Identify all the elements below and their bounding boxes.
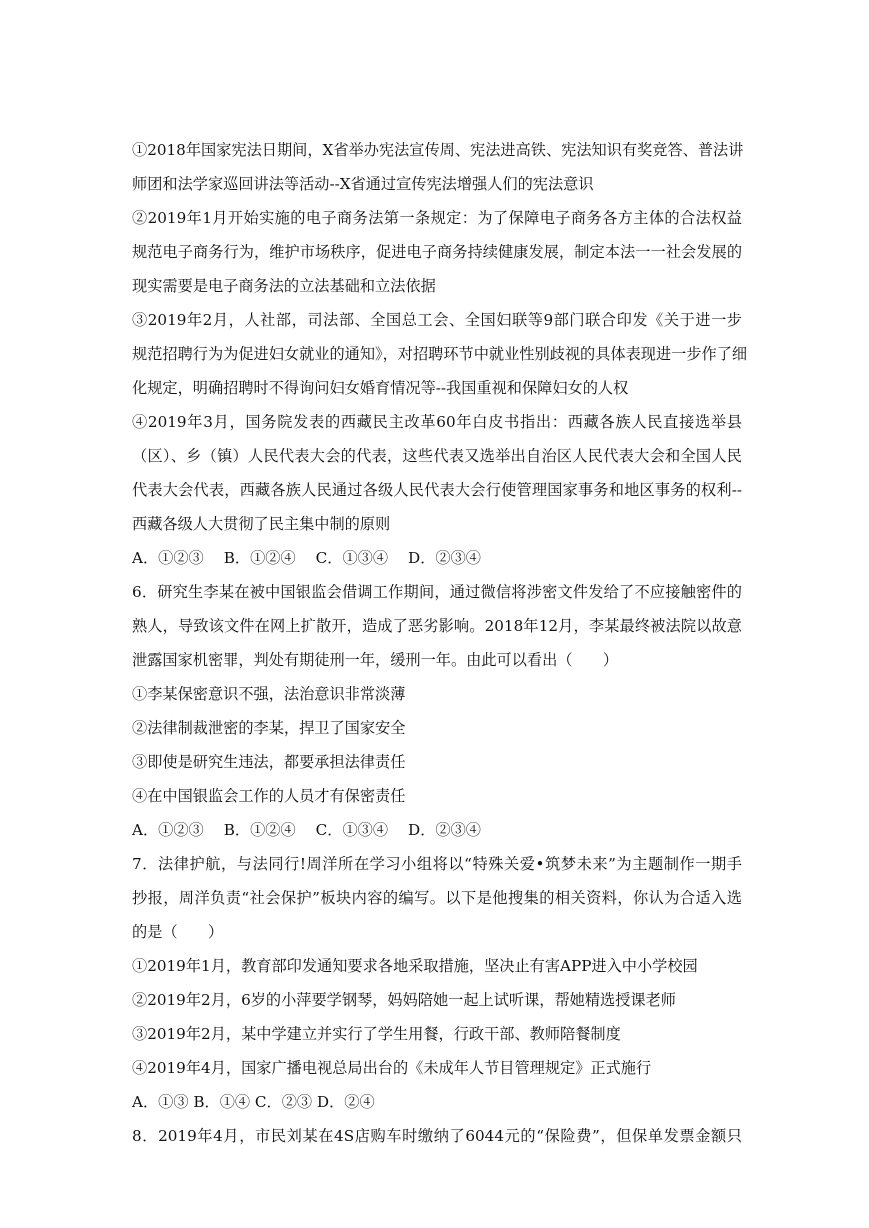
text-line: 师团和法学家巡回讲法等活动--X省通过宣传宪法增强人们的宪法意识 (132, 175, 594, 193)
text-line: ②2019年1月开始实施的电子商务法第一条规定：为了保障电子商务各方主体的合法权益 (132, 209, 742, 227)
text-line: 代表大会代表，西藏各族人民通过各级人民代表大会行使管理国家事务和地区事务的权利-- (132, 481, 742, 499)
question-7: 7．法律护航，与法同行!周洋所在学习小组将以“特殊关爱•筑梦未来”为主题制作一期手 (132, 855, 742, 873)
text-line: ④2019年3月，国务院发表的西藏民主改革60年白皮书指出：西藏各族人民直接选举县 (132, 413, 742, 431)
answer-options: A．①③ B．①④ C．②③ D．②④ (132, 1093, 375, 1111)
option-item: ③2019年2月，某中学建立并实行了学生用餐，行政干部、教师陪餐制度 (132, 1025, 621, 1043)
text-line: ③2019年2月，人社部，司法部、全国总工会、全国妇联等9部门联合印发《关于进一步 (132, 311, 742, 329)
answer-options: A．①②③ B．①②④ C．①③④ D．②③④ (132, 821, 481, 839)
text-line: 的是（ ） (132, 923, 224, 941)
text-line: 化规定，明确招聘时不得询问妇女婚育情况等--我国重视和保障妇女的人权 (132, 379, 629, 397)
text-line: 西藏各级人大贯彻了民主集中制的原则 (132, 515, 391, 533)
text-line: （区）、乡（镇）人民代表大会的代表，这些代表又选举出自治区人民代表大会和全国人民 (132, 447, 742, 465)
text-line: 规范招聘行为为促进妇女就业的通知》，对招聘环节中就业性别歧视的具体表现进一步作了细 (132, 345, 748, 363)
option-item: ①李某保密意识不强，法治意识非常淡薄 (132, 685, 406, 703)
option-item: ④2019年4月，国家广播电视总局出台的《未成年人节目管理规定》正式施行 (132, 1059, 652, 1077)
option-item: ①2019年1月，教育部印发通知要求各地采取措施，坚决止有害APP进入中小学校园 (132, 957, 698, 975)
question-6: 6．研究生李某在被中国银监会借调工作期间，通过微信将涉密文件发给了不应接触密件的 (132, 583, 742, 601)
text-line: 规范电子商务行为，维护市场秩序，促进电子商务持续健康发展，制定本法一一社会发展的 (132, 243, 742, 261)
option-item: ②2019年2月，6岁的小萍要学钢琴，妈妈陪她一起上试听课，帮她精选授课老师 (132, 991, 676, 1009)
option-item: ②法律制裁泄密的李某，捍卫了国家安全 (132, 719, 406, 737)
answer-options: A．①②③ B．①②④ C．①③④ D．②③④ (132, 549, 481, 567)
option-item: ③即使是研究生违法，都要承担法律责任 (132, 753, 406, 771)
option-item: ④在中国银监会工作的人员才有保密责任 (132, 787, 406, 805)
question-8: 8．2019年4月，市民刘某在4S店购车时缴纳了6044元的“保险费”，但保单发票金额只 (132, 1127, 742, 1145)
text-line: 熟人，导致该文件在网上扩散开，造成了恶劣影响。2018年12月，李某最终被法院以故意 (132, 617, 742, 635)
text-line: 现实需要是电子商务法的立法基础和立法依据 (132, 277, 436, 295)
text-line: ①2018年国家宪法日期间，X省举办宪法宣传周、宪法进高铁、宪法知识有奖竞答、普法讲 (132, 141, 744, 159)
text-line: 泄露国家机密罪，判处有期徒刑一年，缓刑一年。由此可以看出（ ） (132, 651, 618, 669)
text-line: 抄报，周洋负责“社会保护”板块内容的编写。以下是他搜集的相关资料，你认为合适入选 (132, 889, 742, 907)
